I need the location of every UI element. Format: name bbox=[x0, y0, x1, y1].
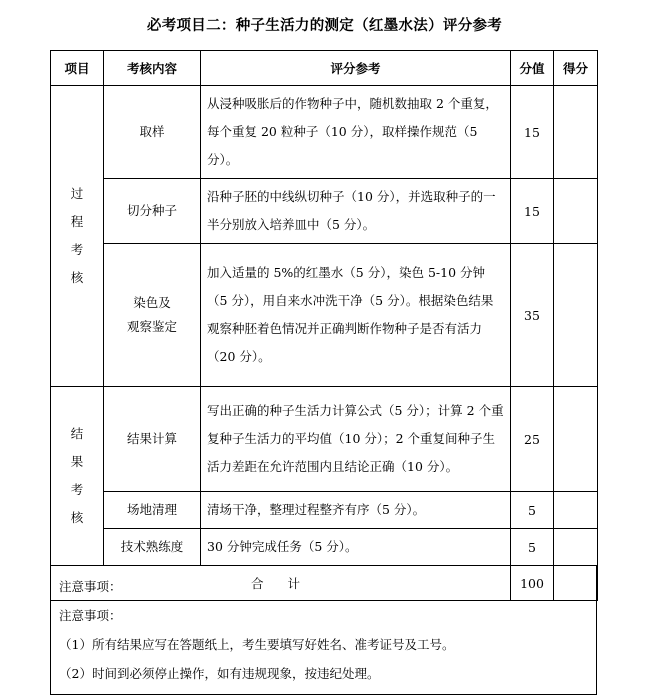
item-staining: 染色及 观察鉴定 bbox=[104, 244, 201, 387]
score-cell-cleanup[interactable] bbox=[554, 492, 598, 529]
points-sampling: 15 bbox=[511, 86, 554, 179]
criteria-staining: 加入适量的 5%的红墨水（5 分），染色 5-10 分钟（5 分），用自来水冲洗干净（5 分）。根据染色结果观察种胚着色情况并正确判断作物种子是否有活力（20 分）。 bbox=[201, 244, 511, 387]
criteria-proficiency: 30 分钟完成任务（5 分）。 bbox=[201, 529, 511, 566]
notes-line: （2）时间到必须停止操作，如有违规现象，按违纪处理。 bbox=[59, 666, 380, 681]
table-row bbox=[51, 529, 598, 566]
item-proficiency: 技术熟练度 bbox=[104, 529, 201, 566]
table-row bbox=[51, 179, 598, 244]
table-row bbox=[51, 86, 598, 179]
notes-line: 注意事项： bbox=[59, 579, 122, 594]
score-cell-proficiency[interactable] bbox=[554, 529, 598, 566]
category-result: 结 果 考 核 bbox=[51, 387, 104, 566]
item-cleanup: 场地清理 bbox=[104, 492, 201, 529]
table-row bbox=[51, 244, 598, 387]
header-content: 考核内容 bbox=[104, 51, 201, 86]
points-staining: 35 bbox=[511, 244, 554, 387]
score-cell-cutting[interactable] bbox=[554, 179, 598, 244]
points-cutting: 15 bbox=[511, 179, 554, 244]
header-project: 项目 bbox=[51, 51, 104, 86]
total-label: 合 计 bbox=[51, 566, 511, 601]
header-points: 分值 bbox=[511, 51, 554, 86]
criteria-sampling: 从浸种吸胀后的作物种子中，随机数抽取 2 个重复，每个重复 20 粒种子（10 分），取样操作规范（5 分）。 bbox=[201, 86, 511, 179]
notes-line: 注意事项： bbox=[59, 608, 122, 623]
item-sampling: 取样 bbox=[104, 86, 201, 179]
notes-section bbox=[50, 566, 597, 695]
header-row bbox=[51, 51, 598, 86]
table-row bbox=[51, 492, 598, 529]
header-score: 得分 bbox=[554, 51, 598, 86]
criteria-cutting: 沿种子胚的中线纵切种子（10 分），并选取种子的一半分别放入培养皿中（5 分）。 bbox=[201, 179, 511, 244]
points-calculation: 25 bbox=[511, 387, 554, 492]
category-process: 过 程 考 核 bbox=[51, 86, 104, 387]
score-cell-staining[interactable] bbox=[554, 244, 598, 387]
page-title: 必考项目二：种子生活力的测定（红墨水法）评分参考 bbox=[146, 18, 503, 34]
header-criteria: 评分参考 bbox=[201, 51, 511, 86]
criteria-cleanup: 清场干净，整理过程整齐有序（5 分）。 bbox=[201, 492, 511, 529]
notes-line: （1）所有结果应写在答题纸上，考生要填写好姓名、准考证号及工号。 bbox=[59, 637, 455, 652]
points-cleanup: 5 bbox=[511, 492, 554, 529]
criteria-calculation: 写出正确的种子生活力计算公式（5 分）；计算 2 个重复种子生活力的平均值（10 分）；2 个重复间种子生活力差距在允许范围内且结论正确（10 分）。 bbox=[201, 387, 511, 492]
table-row bbox=[51, 387, 598, 492]
item-calculation: 结果计算 bbox=[104, 387, 201, 492]
item-cutting: 切分种子 bbox=[104, 179, 201, 244]
score-cell-calculation[interactable] bbox=[554, 387, 598, 492]
points-proficiency: 5 bbox=[511, 529, 554, 566]
total-points: 100 bbox=[511, 566, 554, 601]
score-cell-sampling[interactable] bbox=[554, 86, 598, 179]
scoring-table bbox=[50, 50, 598, 601]
